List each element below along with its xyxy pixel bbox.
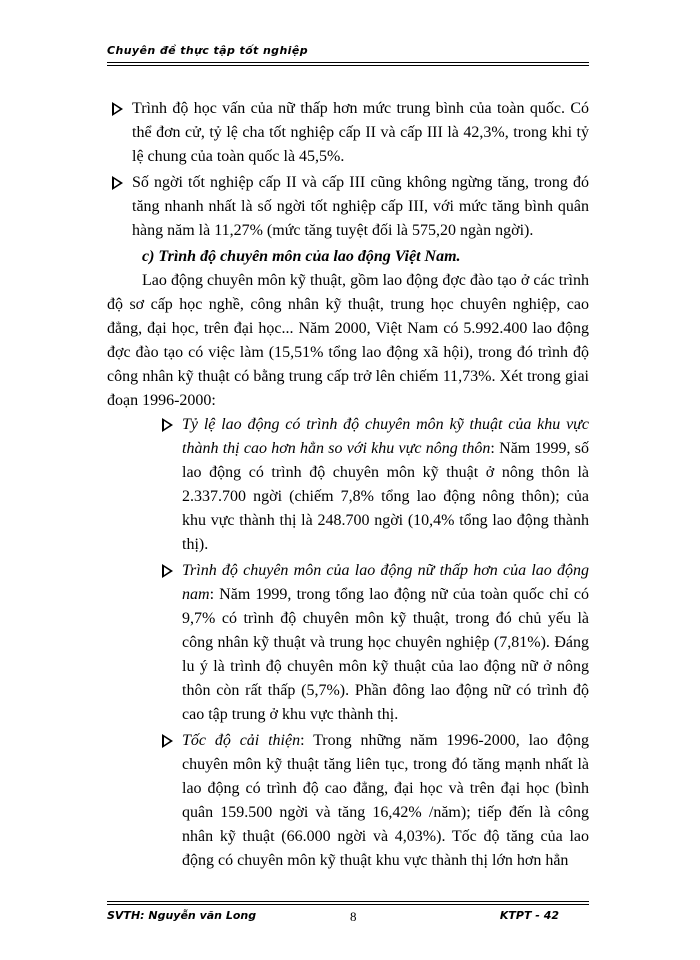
document-body (107, 97, 589, 875)
bullet-text: Trình độ học vấn của nữ thấp hơn mức trung bình của toàn quốc. Có thể đơn cử, tỷ lệ cha tốt nghiệp cấp II và cấp III là 42,3%, trong khi tỷ lệ chung của toàn quốc là 45,5%. (132, 100, 589, 165)
arrow-bullet-icon (112, 176, 123, 190)
list-item (157, 559, 589, 727)
page-header (107, 44, 589, 66)
bullet-text: : Trong những năm 1996-2000, lao động chuyên môn kỹ thuật tăng liên tục, trong đó tăng mạnh nhất là lao động có trình độ cao đẳng, đại học và trên đại học (bình quân 159.500 ngời và tăng 16,42% /năm); tiếp đến là công nhân kỹ thuật (66.000 ngời và 4,03%). Tốc độ tăng của lao động có chuyên môn kỹ thuật khu vực thành thị lớn hơn hẳn (182, 732, 589, 869)
bullet-text: : Năm 1999, số lao động có trình độ chuyên môn kỹ thuật ở nông thôn là 2.337.700 ngời (chiếm 7,8% tổng lao động nông thôn); của khu vực thành thị là 248.700 ngời (10,4% tổng lao động thành thị). (182, 440, 589, 553)
page-footer (107, 901, 589, 927)
arrow-bullet-icon (162, 564, 173, 578)
header-title: Chuyên đề thực tập tốt nghiệp (107, 44, 308, 57)
page-number: 8 (350, 909, 357, 924)
arrow-bullet-icon (112, 102, 123, 116)
list-item (157, 729, 589, 873)
arrow-bullet-icon (162, 418, 173, 432)
footer-author: SVTH: Nguyễn văn Long (107, 909, 257, 922)
list-item (107, 171, 589, 243)
list-item (107, 97, 589, 169)
section-heading: c) Trình độ chuyên môn của lao động Việt Nam. (142, 248, 461, 265)
bullet-text: : Năm 1999, trong tổng lao động nữ của toàn quốc chỉ có 9,7% có trình độ chuyên môn kỹ thuật, trong đó chủ yếu là công nhân kỹ thuật và trung học chuyên nghiệp (7,81%). Đáng lu ý là trình độ chuyên môn kỹ thuật của lao động nữ ở nông thôn còn rất thấp (5,7%). Phần đông lao động nữ có trình độ cao tập trung ở khu vực thành thị. (182, 586, 589, 723)
bullet-lead: Trình độ chuyên môn của lao động nữ thấp hơn của lao động nam (182, 562, 589, 603)
list-item (157, 413, 589, 557)
footer-class: KTPT - 42 (499, 909, 559, 922)
body-paragraph: Lao động chuyên môn kỹ thuật, gồm lao động đợc đào tạo ở các trình độ sơ cấp học nghề, công nhân kỹ thuật, trung học chuyên nghiệp, cao đẳng, đại học, trên đại học... Năm 2000, Việt Nam có 5.992.400 lao động đợc đào tạo có việc làm (15,51% tổng lao động xã hội), trong đó trình độ công nhân kỹ thuật có bằng trung cấp trở lên chiếm 11,73%. Xét trong giai đoạn 1996-2000: (107, 272, 589, 409)
bullet-text: Số ngời tốt nghiệp cấp II và cấp III cũng không ngừng tăng, trong đó tăng nhanh nhất là số ngời tốt nghiệp cấp III, với mức tăng bình quân hàng năm là 11,27% (mức tăng tuyệt đối là 575,20 ngàn ngời). (132, 174, 589, 239)
bullet-lead: Tốc độ cải thiện (182, 732, 301, 749)
arrow-bullet-icon (162, 734, 173, 748)
bullet-lead: Tỷ lệ lao động có trình độ chuyên môn kỹ thuật của khu vực thành thị cao hơn hẳn so với khu vực nông thôn (182, 416, 589, 457)
